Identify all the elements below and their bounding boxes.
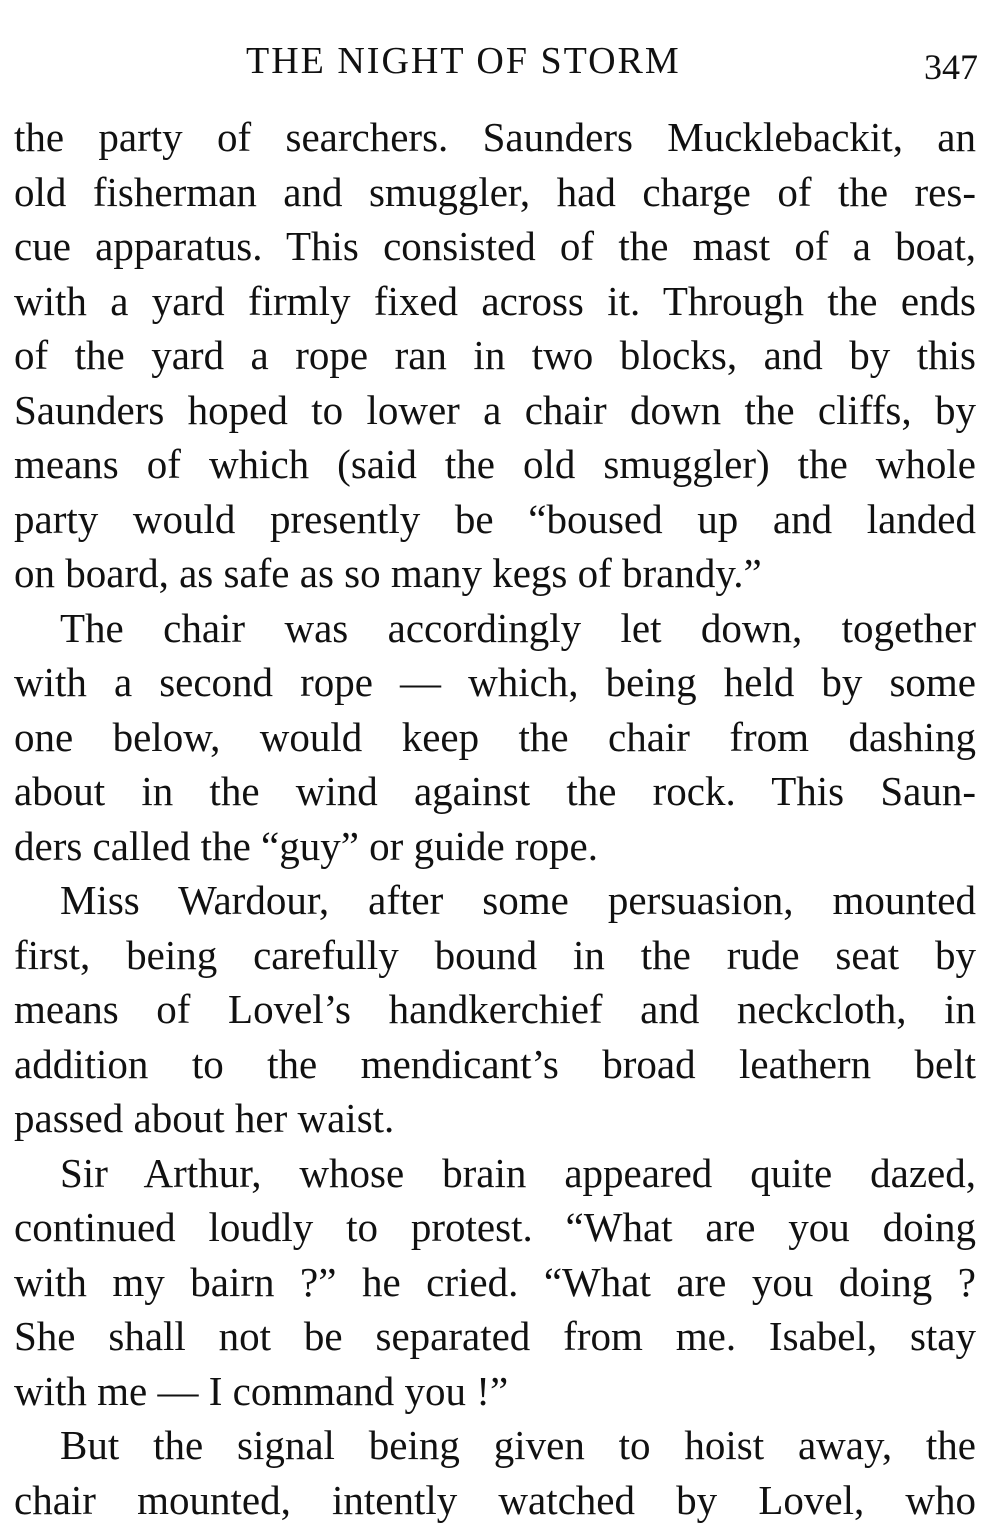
running-title: THE NIGHT OF STORM: [246, 40, 681, 82]
paragraph: [14, 873, 976, 1146]
paragraph: [14, 110, 976, 601]
page-number: 347: [924, 47, 978, 87]
text-line: Miss Wardour, after some persuasion, mounted: [60, 877, 976, 923]
text-line: cue apparatus. This consisted of the mast of a boat,: [14, 223, 976, 269]
text-line: first, being carefully bound in the rude seat by: [14, 931, 976, 978]
text-line: The chair was accordingly let down, together: [60, 604, 976, 651]
text-line: means of which (said the old smuggler) the whole: [14, 441, 976, 487]
text-line: ders called the “guy” or guide rope.: [14, 822, 599, 869]
text-line: But the signal being given to hoist away, the: [60, 1422, 976, 1468]
text-line: with a second rope — which, being held by some: [14, 659, 976, 705]
body-text: [14, 110, 976, 1527]
text-line: old fisherman and smuggler, had charge of the res-: [14, 168, 976, 215]
text-line: with me — I command you !”: [14, 1367, 509, 1414]
text-line: continued loudly to protest. “What are you doing: [14, 1204, 976, 1250]
text-line: addition to the mendicant’s broad leathern belt: [14, 1040, 976, 1087]
text-line: with a yard firmly fixed across it. Through the ends: [14, 277, 976, 324]
text-line: of the yard a rope ran in two blocks, and by this: [14, 332, 976, 378]
text-line: the party of searchers. Saunders Mucklebackit, an: [14, 114, 976, 160]
paragraph: [14, 1146, 976, 1419]
page-header: [0, 36, 1000, 86]
text-line: about in the wind against the rock. This Saun-: [14, 768, 976, 814]
text-line: party would presently be “boused up and landed: [14, 495, 976, 542]
text-line: passed about her waist.: [14, 1095, 395, 1141]
text-line: Saunders hoped to lower a chair down the cliffs, by: [14, 386, 976, 433]
text-line: on board, as safe as so many kegs of brandy.”: [14, 550, 762, 596]
text-line: means of Lovel’s handkerchief and neckcloth, in: [14, 986, 976, 1032]
text-line: one below, would keep the chair from dashing: [14, 713, 976, 760]
paragraph: [14, 601, 976, 874]
text-line: with my bairn ?” he cried. “What are you doing ?: [14, 1258, 976, 1305]
text-line: She shall not be separated from me. Isabel, stay: [14, 1313, 976, 1359]
paragraph: [14, 1418, 976, 1527]
text-line: Sir Arthur, whose brain appeared quite dazed,: [60, 1149, 976, 1196]
text-line: chair mounted, intently watched by Lovel, who: [14, 1476, 976, 1523]
